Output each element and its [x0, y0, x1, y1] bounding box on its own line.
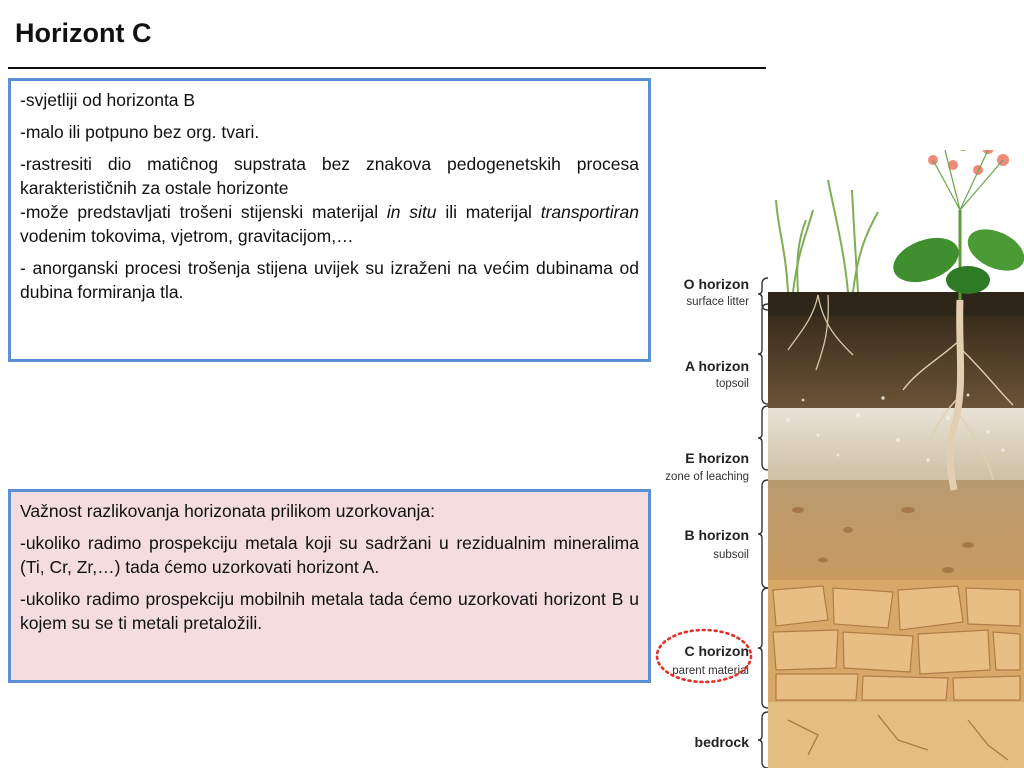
o-layer [768, 292, 1024, 316]
bullet-loose-parent-material: -rastresiti dio matiĉnog supstrata bez znakova pedogenetskih procesa karakterističnih za ostale horizonte [20, 154, 639, 198]
emphasis-in-situ: in situ [386, 202, 437, 222]
c-horizon-label: C horizon [684, 643, 749, 659]
bullet-text-c: vodenim tokovima, vjetrom, gravitacijom,… [20, 226, 354, 246]
soil-layers [768, 292, 1024, 768]
slide-title: Horizont C [15, 18, 152, 48]
e-horizon-desc: zone of leaching [665, 471, 749, 483]
sampling-importance-box [8, 489, 651, 683]
e-horizon-label: E horizon [685, 450, 749, 466]
b-layer [768, 480, 1024, 580]
o-horizon-label: O horizon [683, 276, 749, 292]
horizon-brackets [758, 278, 768, 768]
a-layer [768, 316, 1024, 408]
bullet-mobile-metals: -ukoliko radimo prospekciju mobilnih metala tada ćemo uzorkovati horizont B u kojem su se ti metali pretaložili. [20, 589, 639, 633]
bullet-lighter: -svjetliji od horizonta B [20, 90, 196, 110]
a-horizon-desc: topsoil [715, 378, 749, 390]
emphasis-transportiran: transportiran [540, 202, 639, 222]
bullet-residual-minerals: -ukoliko radimo prospekciju metala koji su sadržani u rezidualnim mineralima (Ti, Cr, Zr,…) tada ćemo uzorkovati horizont A. [20, 533, 639, 577]
o-horizon-desc: surface litter [686, 296, 749, 308]
soil-profile-diagram [648, 150, 1024, 768]
b-horizon-desc: subsoil [713, 549, 749, 561]
bullet-weathered-material [20, 200, 639, 248]
e-layer [768, 408, 1024, 480]
bullet-inorganic-processes: - anorganski procesi trošenja stijena uvijek su izraženi na većim dubinama od dubina formiranja tla. [20, 258, 639, 302]
leaf [946, 266, 990, 294]
title-divider [8, 67, 766, 69]
bullet-text-b: ili materijal [436, 202, 541, 222]
horizon-c-description-box [8, 78, 651, 362]
bullet-text-a: -može predstavljati trošeni stijenski materijal [20, 202, 387, 222]
sampling-heading: Važnost razlikovanja horizonata prilikom uzorkovanja: [20, 501, 436, 521]
bedrock-label: bedrock [694, 734, 749, 750]
a-horizon-label: A horizon [684, 358, 749, 374]
flowers [913, 150, 1009, 175]
bullet-organic-matter: -malo ili potpuno bez org. tvari. [20, 122, 260, 142]
c-horizon-desc: parent material [672, 665, 749, 677]
bedrock-layer [768, 702, 1024, 768]
b-horizon-label: B horizon [684, 527, 749, 543]
